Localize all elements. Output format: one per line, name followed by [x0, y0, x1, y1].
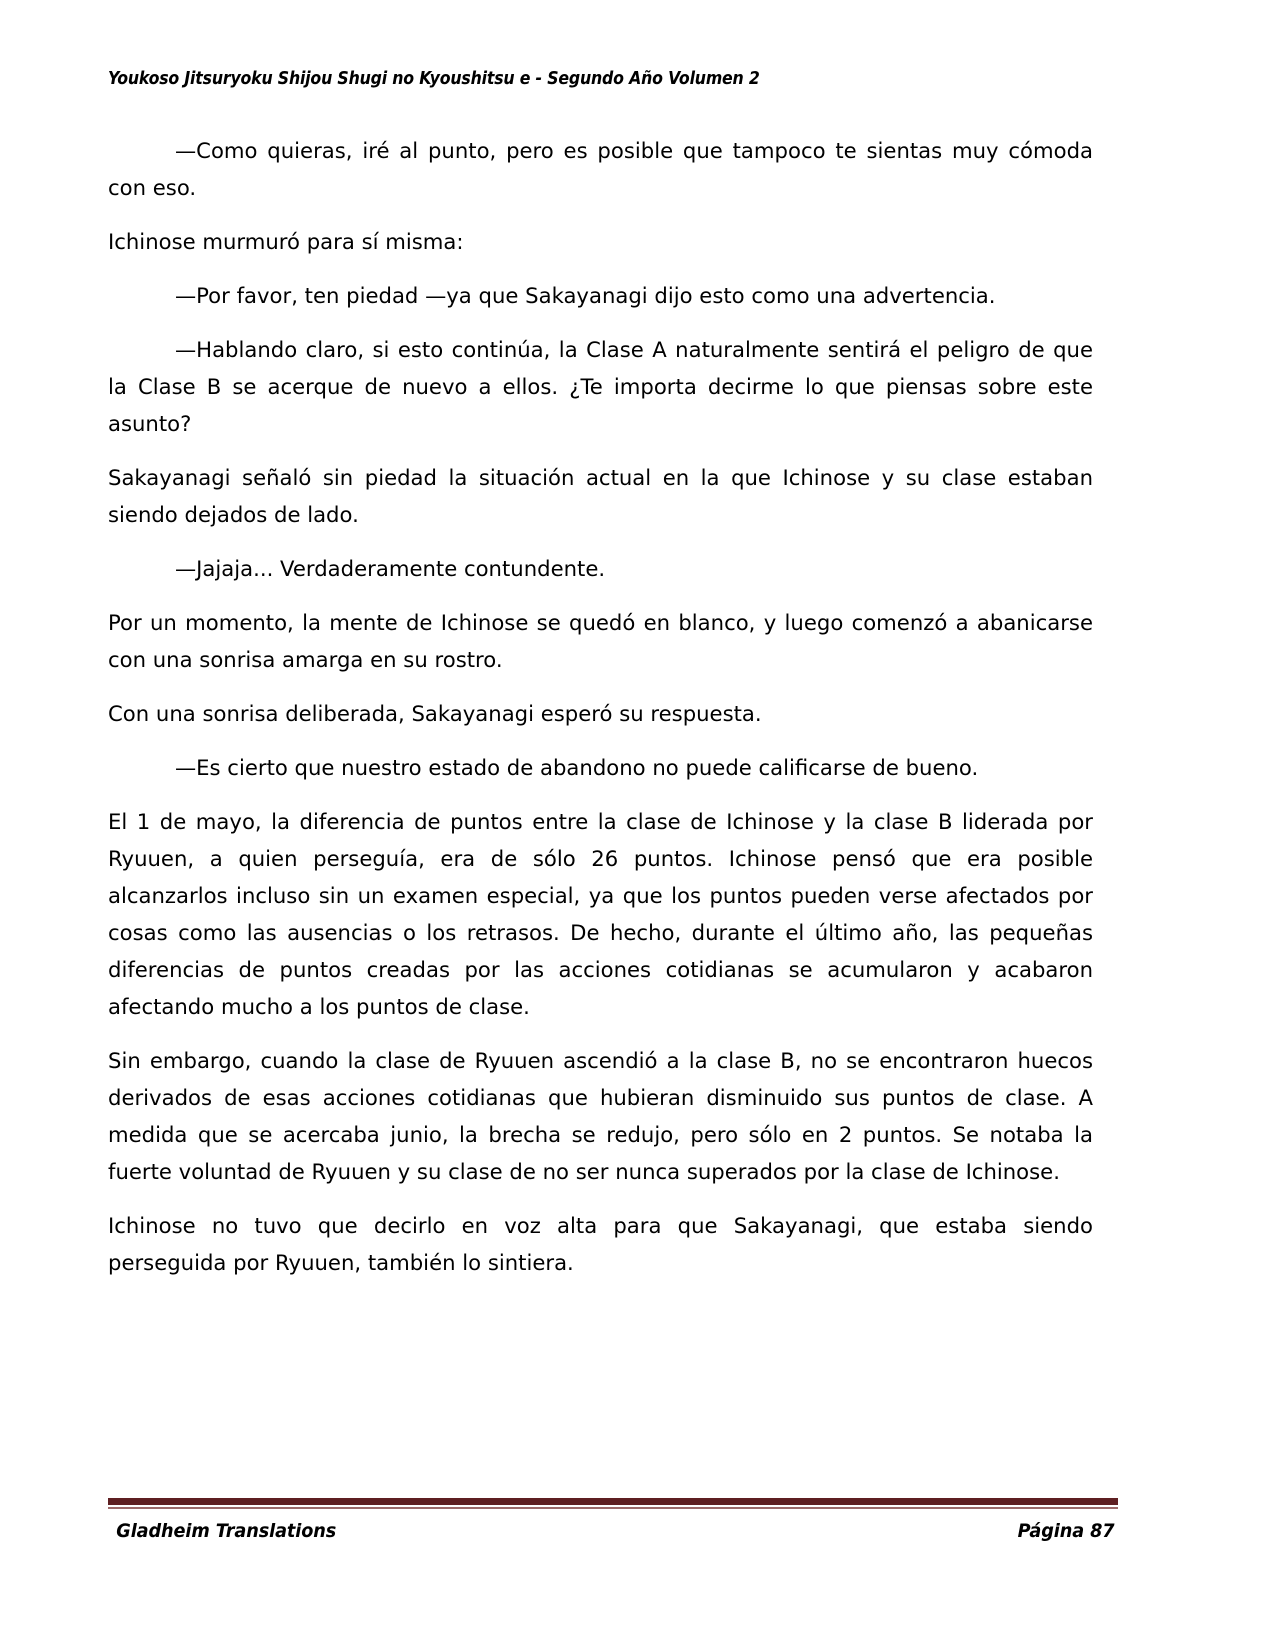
paragraph: Ichinose no tuvo que decirlo en voz alta para que Sakayanagi, que estaba siendo perseguida por Ryuuen, también lo sintiera.	[108, 1214, 1093, 1276]
paragraph: —Es cierto que nuestro estado de abandono no puede calificarse de bueno.	[174, 756, 979, 781]
document-body	[108, 133, 1108, 1282]
page-header	[108, 68, 1118, 98]
book-title: Youkoso Jitsuryoku Shijou Shugi no Kyoushitsu e - Segundo Año Volumen 2	[108, 69, 760, 89]
paragraph: —Como quieras, iré al punto, pero es posible que tampoco te sientas muy cómoda con eso.	[108, 139, 1094, 201]
paragraph: Sin embargo, cuando la clase de Ryuuen ascendió a la clase B, no se encontraron huecos derivados de esas acciones cotidianas que hubieran disminuido sus puntos de clase. A medida que se acercaba junio, la brecha se redujo, pero sólo en 2 puntos. Se notaba la fuerte voluntad de Ryuuen y su clase de no ser nunca superados por la clase de Ichinose.	[108, 1049, 1093, 1185]
page-footer	[108, 1498, 1118, 1542]
paragraph: Por un momento, la mente de Ichinose se quedó en blanco, y luego comenzó a abanicarse con una sonrisa amarga en su rostro.	[108, 611, 1093, 673]
footer-rule-thick	[108, 1498, 1118, 1505]
paragraph: —Jajaja... Verdaderamente contundente.	[174, 557, 606, 582]
paragraph: Con una sonrisa deliberada, Sakayanagi esperó su respuesta.	[108, 702, 762, 727]
paragraph: —Hablando claro, si esto continúa, la Clase A naturalmente sentirá el peligro de que la Clase B se acerque de nuevo a ellos. ¿Te importa decirme lo que piensas sobre este asunto?	[108, 338, 1094, 437]
page-number-label: Página 87	[1017, 1520, 1115, 1542]
footer-row	[108, 1520, 1118, 1542]
paragraph: Sakayanagi señaló sin piedad la situación actual en la que Ichinose y su clase estaban siendo dejados de lado.	[108, 466, 1093, 528]
paragraph: —Por favor, ten piedad —ya que Sakayanagi dijo esto como una advertencia.	[174, 284, 996, 309]
footer-rule-thin	[108, 1507, 1118, 1509]
translator-credit: Gladheim Translations	[116, 1520, 337, 1542]
paragraph: El 1 de mayo, la diferencia de puntos entre la clase de Ichinose y la clase B liderada por Ryuuen, a quien perseguía, era de sólo 26 puntos. Ichinose pensó que era posible alcanzarlos incluso sin un examen especial, ya que los puntos pueden verse afectados por cosas como las ausencias o los retrasos. De hecho, durante el último año, las pequeñas diferencias de puntos creadas por las acciones cotidianas se acumularon y acabaron afectando mucho a los puntos de clase.	[108, 810, 1093, 1020]
paragraph: Ichinose murmuró para sí misma:	[108, 230, 464, 255]
